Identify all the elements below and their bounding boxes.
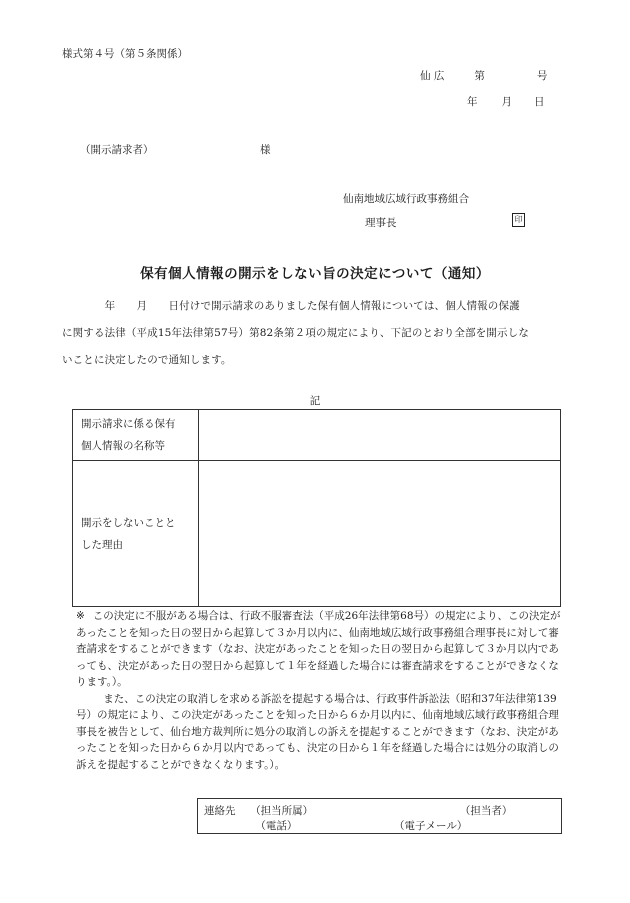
reason-label-line-1: 開示をしないことと xyxy=(81,516,176,529)
honorific-sama: 様 xyxy=(260,144,271,156)
table-row-info-name xyxy=(73,410,561,461)
contact-box xyxy=(197,798,562,834)
reason-label xyxy=(73,461,199,607)
body-line-2: に関する法律（平成15年法律第57号）第82条第２項の規定により、下記のとおり全部を開示しな xyxy=(62,327,529,339)
reason-value[interactable] xyxy=(199,461,561,607)
date-year: 年 xyxy=(467,96,478,108)
form-number: 様式第４号（第５条関係） xyxy=(62,48,188,60)
doc-number-dai: 第 xyxy=(474,70,485,82)
body-line-1: 年 月 日付けで開示請求のありました保有個人情報については、個人情報の保護 xyxy=(62,300,520,312)
info-name-value[interactable] xyxy=(199,410,561,461)
info-name-label-line-2: 個人情報の名称等 xyxy=(81,440,165,452)
table-row-reason xyxy=(73,461,561,607)
contact-person: （担当者） xyxy=(459,805,513,817)
notice-title: 保有個人情報の開示をしない旨の決定について（通知） xyxy=(140,266,490,282)
notice-body xyxy=(62,293,568,374)
contact-row-1 xyxy=(204,803,512,818)
seal-mark: 印 xyxy=(512,213,525,227)
date-month: 月 xyxy=(501,96,512,108)
issue-date xyxy=(467,94,545,109)
body-line-3: いことに決定したので通知します。 xyxy=(62,354,232,366)
detail-table xyxy=(72,409,561,607)
contact-department: （担当所属） xyxy=(250,805,314,817)
contact-phone: （電話） xyxy=(255,820,298,832)
sender-title: 理事長 xyxy=(365,217,397,229)
ki-heading: 記 xyxy=(309,395,321,407)
date-day: 日 xyxy=(534,96,545,108)
info-name-label-line-1: 開示請求に係る保有 xyxy=(81,418,176,430)
contact-email: （電子メール） xyxy=(394,820,468,832)
contact-label: 連絡先 xyxy=(204,805,236,817)
note-paragraph-lawsuit: また、この決定の取消しを求める訴訟を提起する場合は、行政事件訴訟法（昭和37年法律第139号）の規定により、この決定があったことを知った日から６か月以内に、仙南地域広域行政事務組合理事長を被告として、仙台地方裁判所に処分の取消しの訴えを提起することができます（なお、決定があったことを知った日から６か月以内であっても、決定の日から１年を経過した場合には処分の取消しの訴えを提起することができなくなります。）。 xyxy=(76,692,559,771)
note-paragraph-appeal: この決定に不服がある場合は、行政不服審査法（平成26年法律第68号）の規定により、この決定があったことを知った日の翌日から起算して３か月以内に、仙南地域広域行政事務組合理事長に対して審査請求をすることができます（なお、決定があったことを知った日の翌日から起算して３か月以内であっても、決定があった日の翌日から起算して１年を経過した場合には審査請求をすることができなくなります。）。 xyxy=(76,610,561,688)
doc-number-prefix: 仙 広 xyxy=(420,70,445,82)
reason-label-line-2: した理由 xyxy=(81,538,123,551)
appeal-notes xyxy=(76,608,562,773)
note-mark: ※ xyxy=(76,610,85,622)
doc-number-go: 号 xyxy=(536,70,548,82)
sender-organization: 仙南地域広域行政事務組合 xyxy=(343,193,469,205)
requester-label: （開示請求者） xyxy=(80,144,154,156)
info-name-label xyxy=(73,410,199,461)
document-number xyxy=(420,68,547,83)
contact-row-2 xyxy=(204,818,467,833)
